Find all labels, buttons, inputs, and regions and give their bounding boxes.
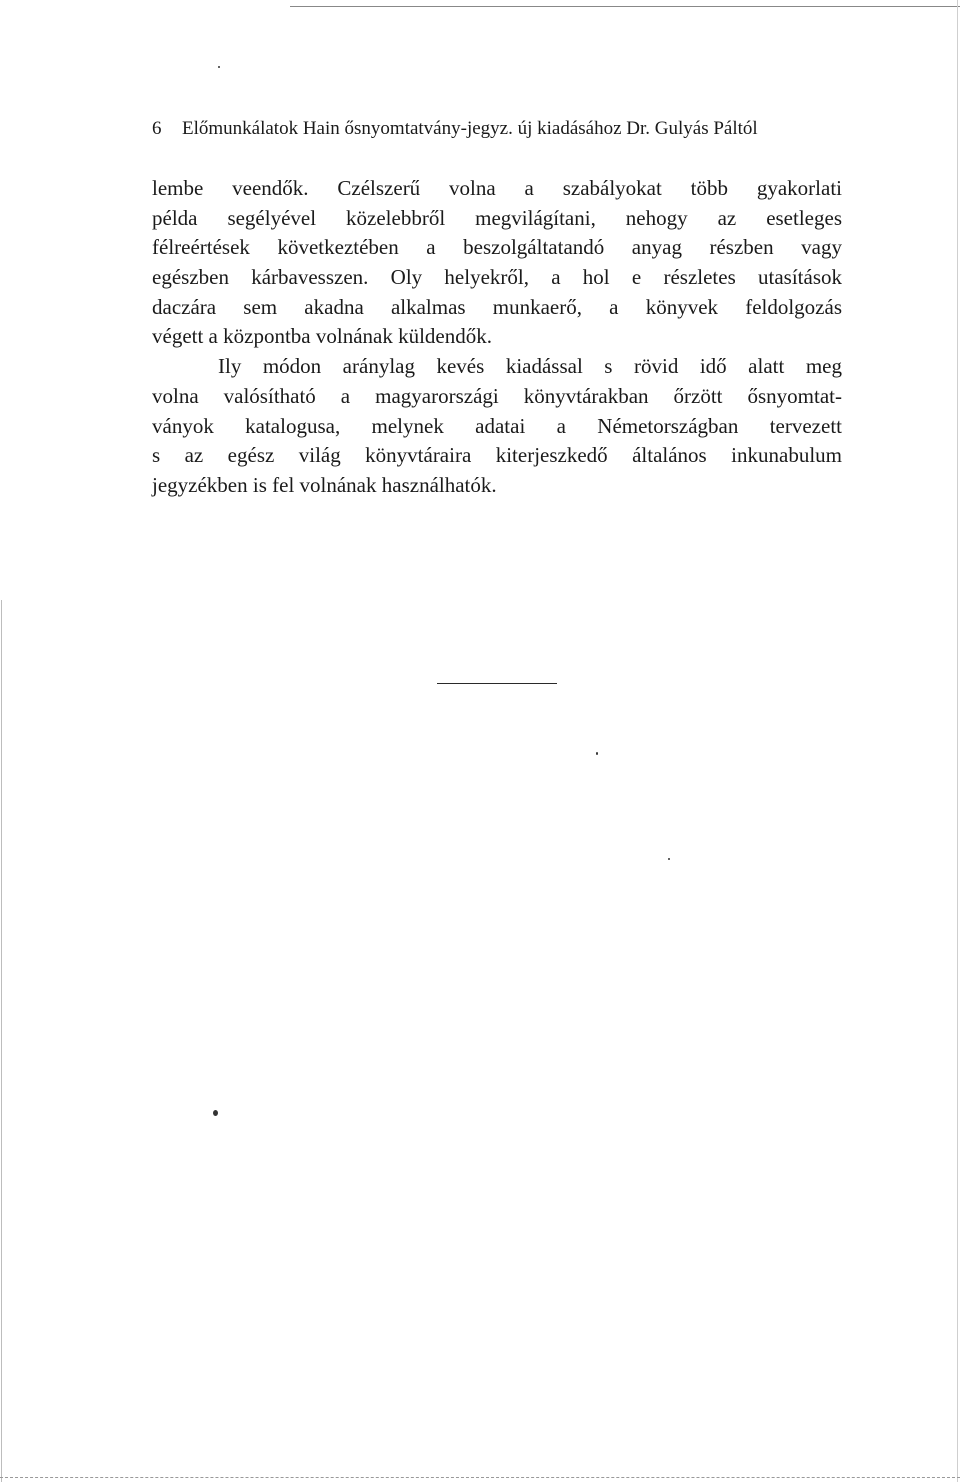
text-line: Ily módon aránylag kevés kiadással s rövid idő alatt meg [218,354,842,379]
text-line: félreértések következtében a beszolgáltatandó anyag részben vagy [152,235,842,260]
section-end-rule [437,683,557,684]
paragraph [152,174,842,352]
scan-speck [596,752,598,755]
body-text [152,174,842,501]
scan-bottom-edge-line [0,1477,960,1478]
text-line: jegyzékben is fel volnának használhatók. [152,472,497,497]
scan-speck [213,1110,218,1116]
text-line: ványok katalogusa, melynek adatai a Németországban tervezett [152,413,842,438]
text-line: s az egész világ könyvtáraira kiterjeszkedő általános inkunabulum [152,443,842,468]
text-line: egészben kárbavesszen. Oly helyekről, a hol e részletes utasítások [152,265,842,290]
scan-right-edge-line [957,0,958,1482]
page-number: 6 [152,118,162,139]
running-head [152,117,852,141]
paragraph [152,352,842,500]
text-line: példa segélyével közelebbről megvilágítani, nehogy az esetleges [152,205,842,230]
text-line: végett a központba volnának küldendők. [152,324,492,349]
text-line: lembe veendők. Czélszerű volna a szabályokat több gyakorlati [152,176,842,200]
text-line: volna valósítható a magyarországi könyvtárakban őrzött ősnyomtat- [152,383,842,408]
scan-speck [218,66,220,68]
scan-left-edge-line [1,600,2,1482]
running-head-title: Előmunkálatok Hain ősnyomtatvány-jegyz. új kiadásához Dr. Gulyás Páltól [182,118,758,139]
scan-top-edge-line [290,6,960,7]
text-line: daczára sem akadna alkalmas munkaerő, a könyvek feldolgozás [152,294,842,319]
scan-speck [668,858,670,860]
